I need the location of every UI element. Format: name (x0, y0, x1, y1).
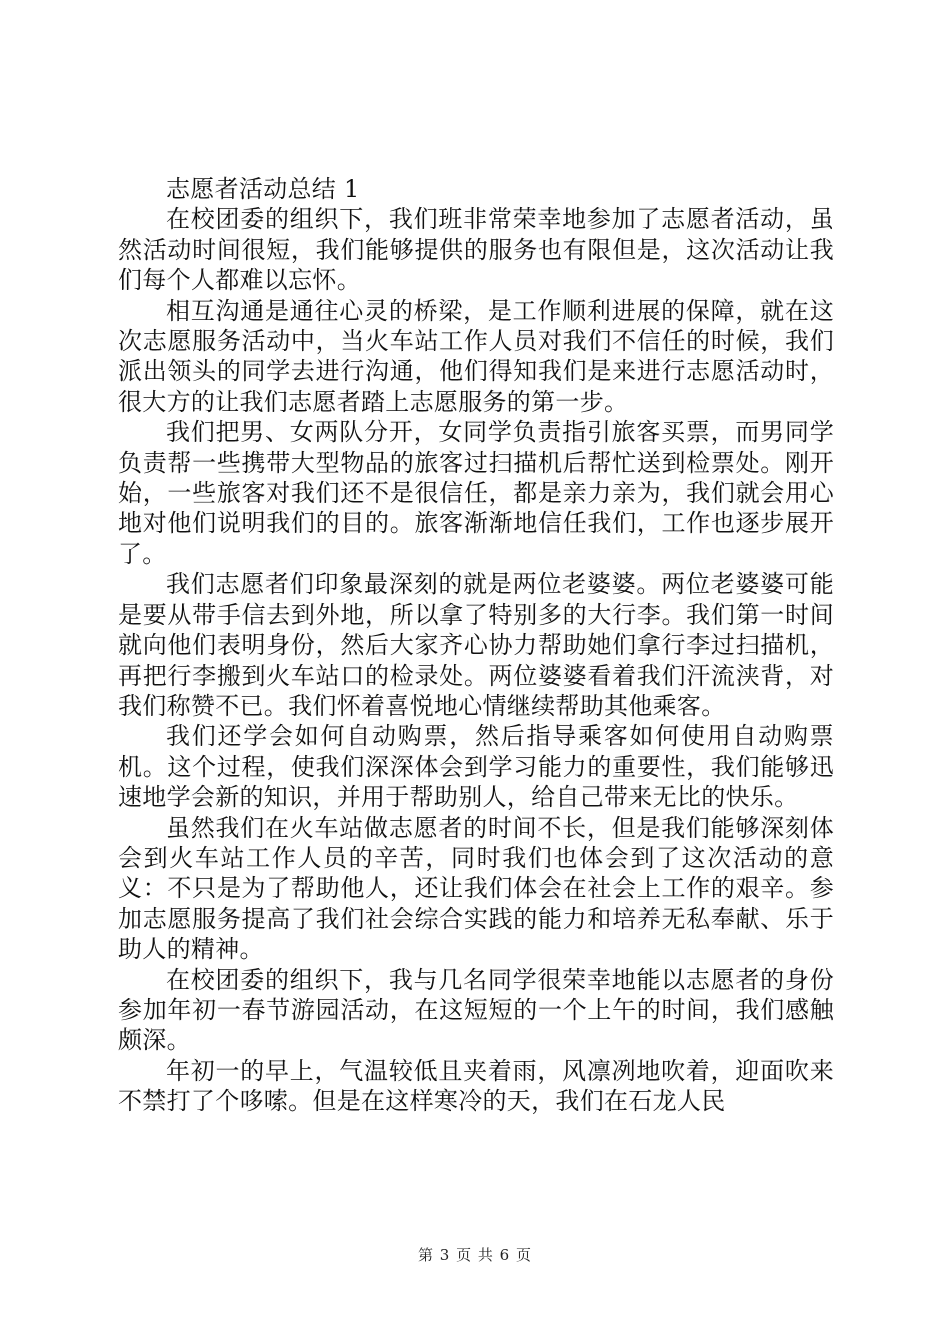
paragraph-8: 年初一的早上，气温较低且夹着雨，风凛冽地吹着，迎面吹来不禁打了个哆嗦。但是在这样寒冷的天，我们在石龙人民 (118, 1056, 834, 1116)
paragraph-2: 相互沟通是通往心灵的桥梁，是工作顺利进展的保障，就在这次志愿服务活动中，当火车站工作人员对我们不信任的时候，我们派出领头的同学去进行沟通，他们得知我们是来进行志愿活动时，很大方的让我们志愿者踏上志愿服务的第一步。 (118, 296, 834, 416)
document-body (118, 174, 834, 1117)
paragraph-7: 在校团委的组织下，我与几名同学很荣幸地能以志愿者的身份参加年初一春节游园活动，在这短短的一个上午的时间，我们感触颇深。 (118, 965, 834, 1055)
paragraph-1: 在校团委的组织下，我们班非常荣幸地参加了志愿者活动，虽然活动时间很短，我们能够提供的服务也有限但是，这次活动让我们每个人都难以忘怀。 (118, 205, 834, 295)
paragraph-6: 虽然我们在火车站做志愿者的时间不长，但是我们能够深刻体会到火车站工作人员的辛苦，同时我们也体会到了这次活动的意义：不只是为了帮助他人，还让我们体会在社会上工作的艰辛。参加志愿服务提高了我们社会综合实践的能力和培养无私奉献、乐于助人的精神。 (118, 813, 834, 964)
page-number: 第 3 页 共 6 页 (418, 1246, 532, 1264)
page-footer (0, 1244, 950, 1265)
paragraph-5: 我们还学会如何自动购票，然后指导乘客如何使用自动购票机。这个过程，使我们深深体会到学习能力的重要性，我们能够迅速地学会新的知识，并用于帮助别人，给自己带来无比的快乐。 (118, 722, 834, 812)
paragraph-4: 我们志愿者们印象最深刻的就是两位老婆婆。两位老婆婆可能是要从带手信去到外地，所以拿了特别多的大行李。我们第一时间就向他们表明身份，然后大家齐心协力帮助她们拿行李过扫描机，再把行李搬到火车站口的检录处。两位婆婆看着我们汗流浃背，对我们称赞不已。我们怀着喜悦地心情继续帮助其他乘客。 (118, 570, 834, 720)
paragraph-3: 我们把男、女两队分开，女同学负责指引旅客买票，而男同学负责帮一些携带大型物品的旅客过扫描机后帮忙送到检票处。刚开始，一些旅客对我们还不是很信任，都是亲力亲为，我们就会用心地对他们说明我们的目的。旅客渐渐地信任我们，工作也逐步展开了。 (118, 418, 834, 568)
document-title: 志愿者活动总结 1 (166, 175, 360, 203)
